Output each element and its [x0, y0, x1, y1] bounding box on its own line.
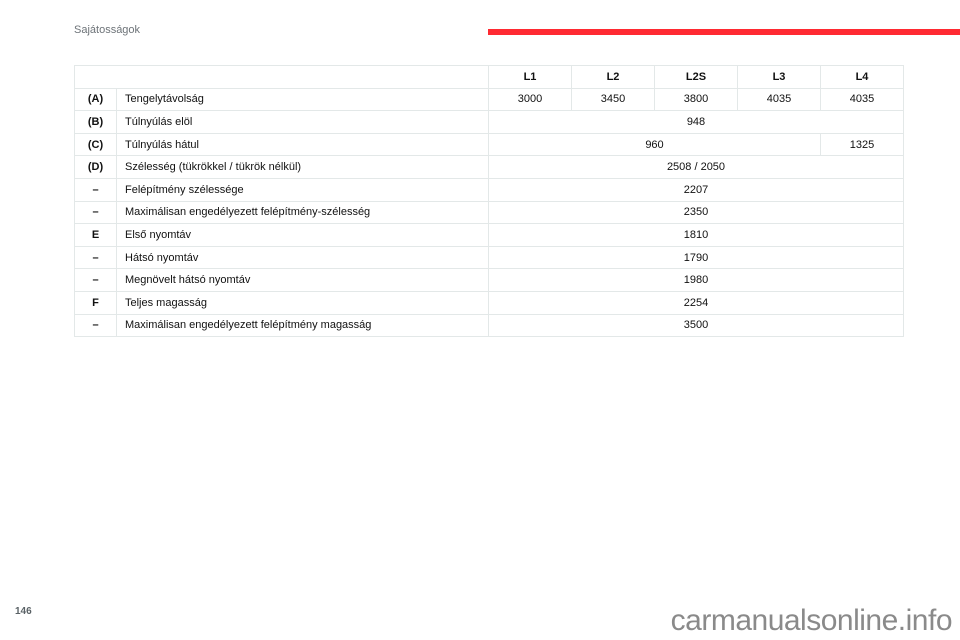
value-cell: 3800 [655, 88, 738, 111]
value-cell: 1325 [821, 133, 904, 156]
row-label: Maximálisan engedélyezett felépítmény magasság [117, 314, 489, 337]
column-header-l4: L4 [821, 66, 904, 89]
value-cell: 4035 [738, 88, 821, 111]
page-number: 146 [15, 606, 32, 617]
value-cell: 2207 [489, 178, 904, 201]
row-code: – [75, 314, 117, 337]
row-code: F [75, 291, 117, 314]
row-label: Felépítmény szélessége [117, 178, 489, 201]
table-header-row [75, 66, 904, 89]
header-blank-cell [75, 66, 489, 89]
table-row [75, 111, 904, 134]
row-label: Hátsó nyomtáv [117, 246, 489, 269]
table-row [75, 291, 904, 314]
table-row [75, 224, 904, 247]
value-cell: 3000 [489, 88, 572, 111]
row-code: – [75, 201, 117, 224]
row-label: Teljes magasság [117, 291, 489, 314]
watermark-link[interactable]: carmanualsonline.info [670, 604, 952, 637]
value-cell: 3500 [489, 314, 904, 337]
row-code: E [75, 224, 117, 247]
column-header-l2: L2 [572, 66, 655, 89]
section-accent-bar [488, 29, 960, 35]
value-cell: 2350 [489, 201, 904, 224]
row-label: Tengelytávolság [117, 88, 489, 111]
row-code: – [75, 246, 117, 269]
table-row [75, 314, 904, 337]
row-code: – [75, 269, 117, 292]
column-header-l2s: L2S [655, 66, 738, 89]
row-label: Első nyomtáv [117, 224, 489, 247]
row-code: (C) [75, 133, 117, 156]
table-row [75, 201, 904, 224]
row-label: Megnövelt hátsó nyomtáv [117, 269, 489, 292]
value-cell: 3450 [572, 88, 655, 111]
row-label: Szélesség (tükrökkel / tükrök nélkül) [117, 156, 489, 179]
column-header-l3: L3 [738, 66, 821, 89]
value-cell: 1980 [489, 269, 904, 292]
value-cell: 4035 [821, 88, 904, 111]
value-cell: 1790 [489, 246, 904, 269]
value-cell: 2254 [489, 291, 904, 314]
row-code: (B) [75, 111, 117, 134]
table-row [75, 88, 904, 111]
value-cell: 1810 [489, 224, 904, 247]
value-cell: 2508 / 2050 [489, 156, 904, 179]
table-row [75, 156, 904, 179]
table-row [75, 269, 904, 292]
table-row [75, 246, 904, 269]
value-cell: 960 [489, 133, 821, 156]
table-row [75, 178, 904, 201]
value-cell: 948 [489, 111, 904, 134]
row-code: – [75, 178, 117, 201]
section-title: Sajátosságok [74, 24, 141, 36]
row-code: (D) [75, 156, 117, 179]
dimensions-table [74, 65, 904, 337]
column-header-l1: L1 [489, 66, 572, 89]
row-label: Túlnyúlás hátul [117, 133, 489, 156]
table-row [75, 133, 904, 156]
row-code: (A) [75, 88, 117, 111]
row-label: Maximálisan engedélyezett felépítmény-szélesség [117, 201, 489, 224]
row-label: Túlnyúlás elöl [117, 111, 489, 134]
